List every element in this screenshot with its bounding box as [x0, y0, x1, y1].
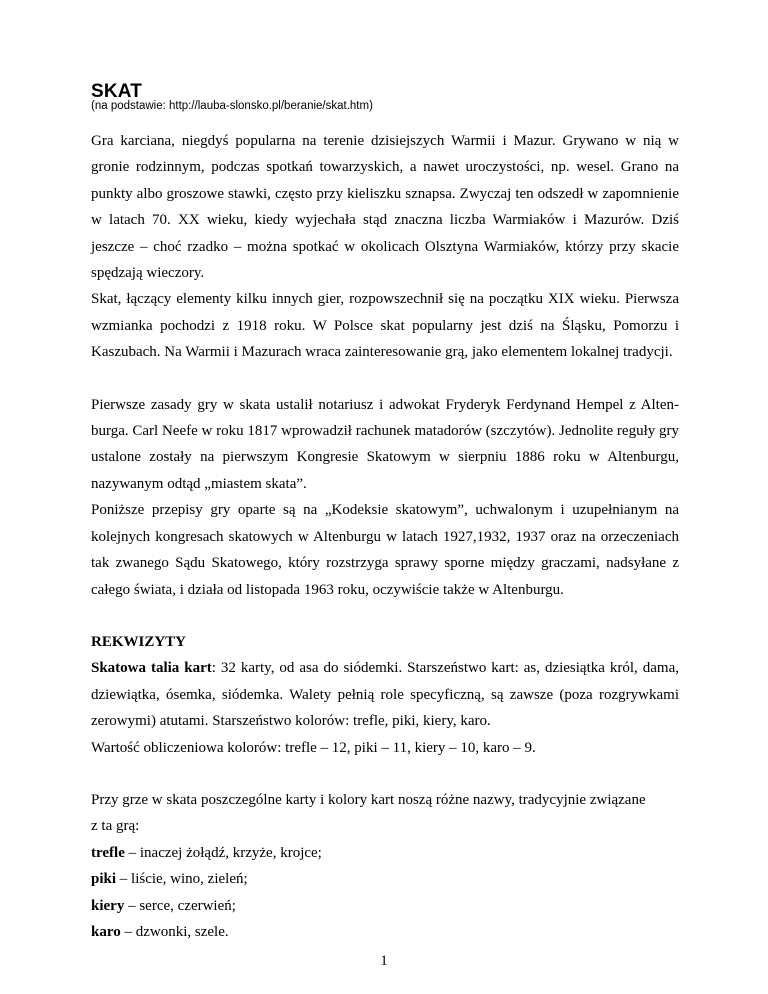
intro-paragraph-2: Skat, łączący elementy kilku innych gier, rozpowszechnił się na początku XIX wieku. Pierwsza wzmianka pochodzi z 1918 roku. W Polsce skat popularny jest dziś na Śląsku, Pomorzu i Kaszubach. Na Warmii i Mazurach wraca zainteresowanie grą, jako elementem lokalnej tradycji. [91, 291, 679, 361]
paragraph-spacer [91, 761, 679, 787]
names-intro-paragraph: Przy grze w skata poszczególne karty i kolory kart noszą różne nazwy, tradycyjnie związane z ta grą: [91, 791, 646, 835]
deck-term: Skatowa talia kart [91, 660, 212, 677]
suit-name-item [91, 866, 679, 892]
history-paragraph-1: Pierwsze zasady gry w skata ustalił notariusz i adwokat Fryderyk Ferdynand Hempel z Altenburga. Carl Neefe w roku 1817 wprowadził rachunek matadorów (szczytów). Jednolite reguły gry ustalone zostały na pierwszym Kongresie Skatowym w sierpniu 1886 roku w Altenburgu, nazywanym odtąd „miastem skata”. [91, 396, 679, 492]
paragraph-spacer [91, 603, 679, 629]
deck-paragraph [91, 655, 679, 734]
suit-term: trefle [91, 844, 125, 861]
document-body [91, 128, 679, 945]
suit-name-item [91, 919, 679, 945]
paragraph-spacer [91, 366, 679, 392]
suit-values-paragraph: Wartość obliczeniowa kolorów: trefle – 12, piki – 11, kiery – 10, karo – 9. [91, 739, 536, 756]
suit-description: – serce, czerwień; [124, 897, 236, 914]
deck-description: : 32 karty, od asa do siódemki. Starszeństwo kart: as, dziesiątka król, dama, dziewiątka, ósemka, siódemka. Walety pełnią role specyficzną, są zawsze (poza rozgrywkami zerowymi) atutami. Starszeństwo kolorów: trefle, piki, kiery, karo. [91, 660, 679, 730]
suit-description: – liście, wino, zieleń; [116, 871, 248, 888]
suit-name-item [91, 840, 679, 866]
intro-paragraph-1: Gra karciana, niegdyś popularna na terenie dzisiejszych Warmii i Mazur. Grywano w nią w gronie rodzinnym, podczas spotkań towarzyskich, a nawet uroczystości, np. wesel. Grano na punkty albo groszowe stawki, często przy kieliszku sznapsa. Zwyczaj ten odszedł w zapomnienie w latach 70. XX wieku, kiedy wyjechała stąd znaczna liczba Warmiaków i Mazurów. Dziś jeszcze – choć rzadko – można spotkać w okolicach Olsztyna Warmiaków, którzy przy skacie spędzają wieczory. [91, 133, 679, 282]
suit-term: karo [91, 923, 121, 940]
document-title: SKAT [91, 81, 143, 102]
suit-description: – inaczej żołądź, krzyże, krojce; [124, 844, 322, 861]
suit-term: piki [91, 871, 117, 888]
suit-term: kiery [91, 897, 125, 914]
section-heading-rekwizyty: REKWIZYTY [91, 633, 187, 650]
page-number: 1 [380, 953, 388, 969]
source-note: (na podstawie: http://lauba-slonsko.pl/beranie/skat.htm) [91, 100, 373, 112]
suit-name-item [91, 893, 679, 919]
suit-description: – dzwonki, szele. [120, 923, 229, 940]
history-paragraph-2: Poniższe przepisy gry oparte są na „Kodeksie skatowym”, uchwalonym i uzupełnianym na kolejnych kongresach skatowych w Altenburgu w latach 1927,1932, 1937 oraz na orzeczeniach tak zwanego Sądu Skatowego, który rozstrzyga sprawy sporne między graczami, nadsyłane z całego świata, i działa od listopada 1963 roku, oczywiście także w Altenburgu. [91, 502, 679, 598]
